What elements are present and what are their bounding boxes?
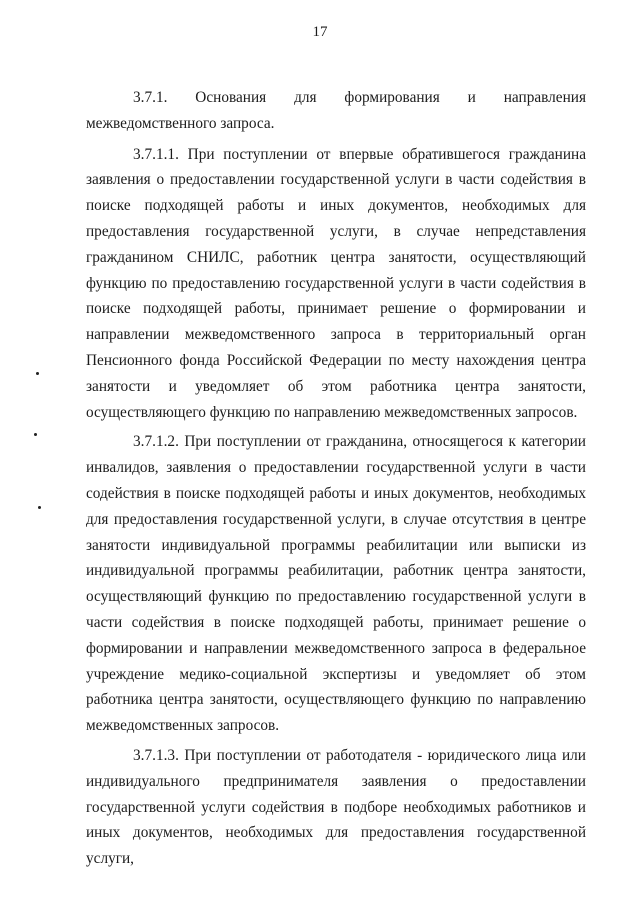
page-number: 17 [312, 24, 328, 40]
document-body [86, 85, 586, 876]
section-heading-3-7-1: 3.7.1. Основания для формирования и направления межведомственного запроса. [86, 89, 586, 132]
scan-speck [34, 433, 37, 436]
scan-speck [36, 372, 39, 375]
paragraph-3-7-1-1: 3.7.1.1. При поступлении от впервые обратившегося гражданина заявления о предоставлении государственной услуги в части содействия в поиске подходящей работы и иных документов, необходимых для предоставления государственной услуги, в случае непредставления гражданином СНИЛС, работник центра занятости, осуществляющий функцию по предоставлению государственной услуги в части содействия в поиске подходящей работы, принимает решение о формировании и направлении межведомственного запроса в территориальный орган Пенсионного фонда Российской Федерации по месту нахождения центра занятости и уведомляет об этом работника центра занятости, осуществляющего функцию по направлению межведомственных запросов. [86, 145, 586, 421]
paragraph-3-7-1-3: 3.7.1.3. При поступлении от работодателя - юридического лица или индивидуального предпринимателя заявления о предоставлении государственной услуги содействия в подборе необходимых работников и иных документов, необходимых для предоставления государственной услуги, [86, 746, 586, 868]
paragraph-3-7-1-2: 3.7.1.2. При поступлении от гражданина, относящегося к категории инвалидов, заявления о предоставлении государственной услуги в части содействия в поиске подходящей работы и иных документов, необходимых для предоставления государственной услуги, в случае отсутствия в центре занятости индивидуальной программы реабилитации или выписки из индивидуальной программы реабилитации, работник центра занятости, осуществляющий функцию по предоставлению государственной услуги в части содействия в поиске подходящей работы, принимает решение о формировании и направлении межведомственного запроса в федеральное учреждение медико-социальной экспертизы и уведомляет об этом работника центра занятости, осуществляющего функцию по направлению межведомственных запросов. [86, 433, 586, 735]
scan-speck [38, 506, 41, 509]
